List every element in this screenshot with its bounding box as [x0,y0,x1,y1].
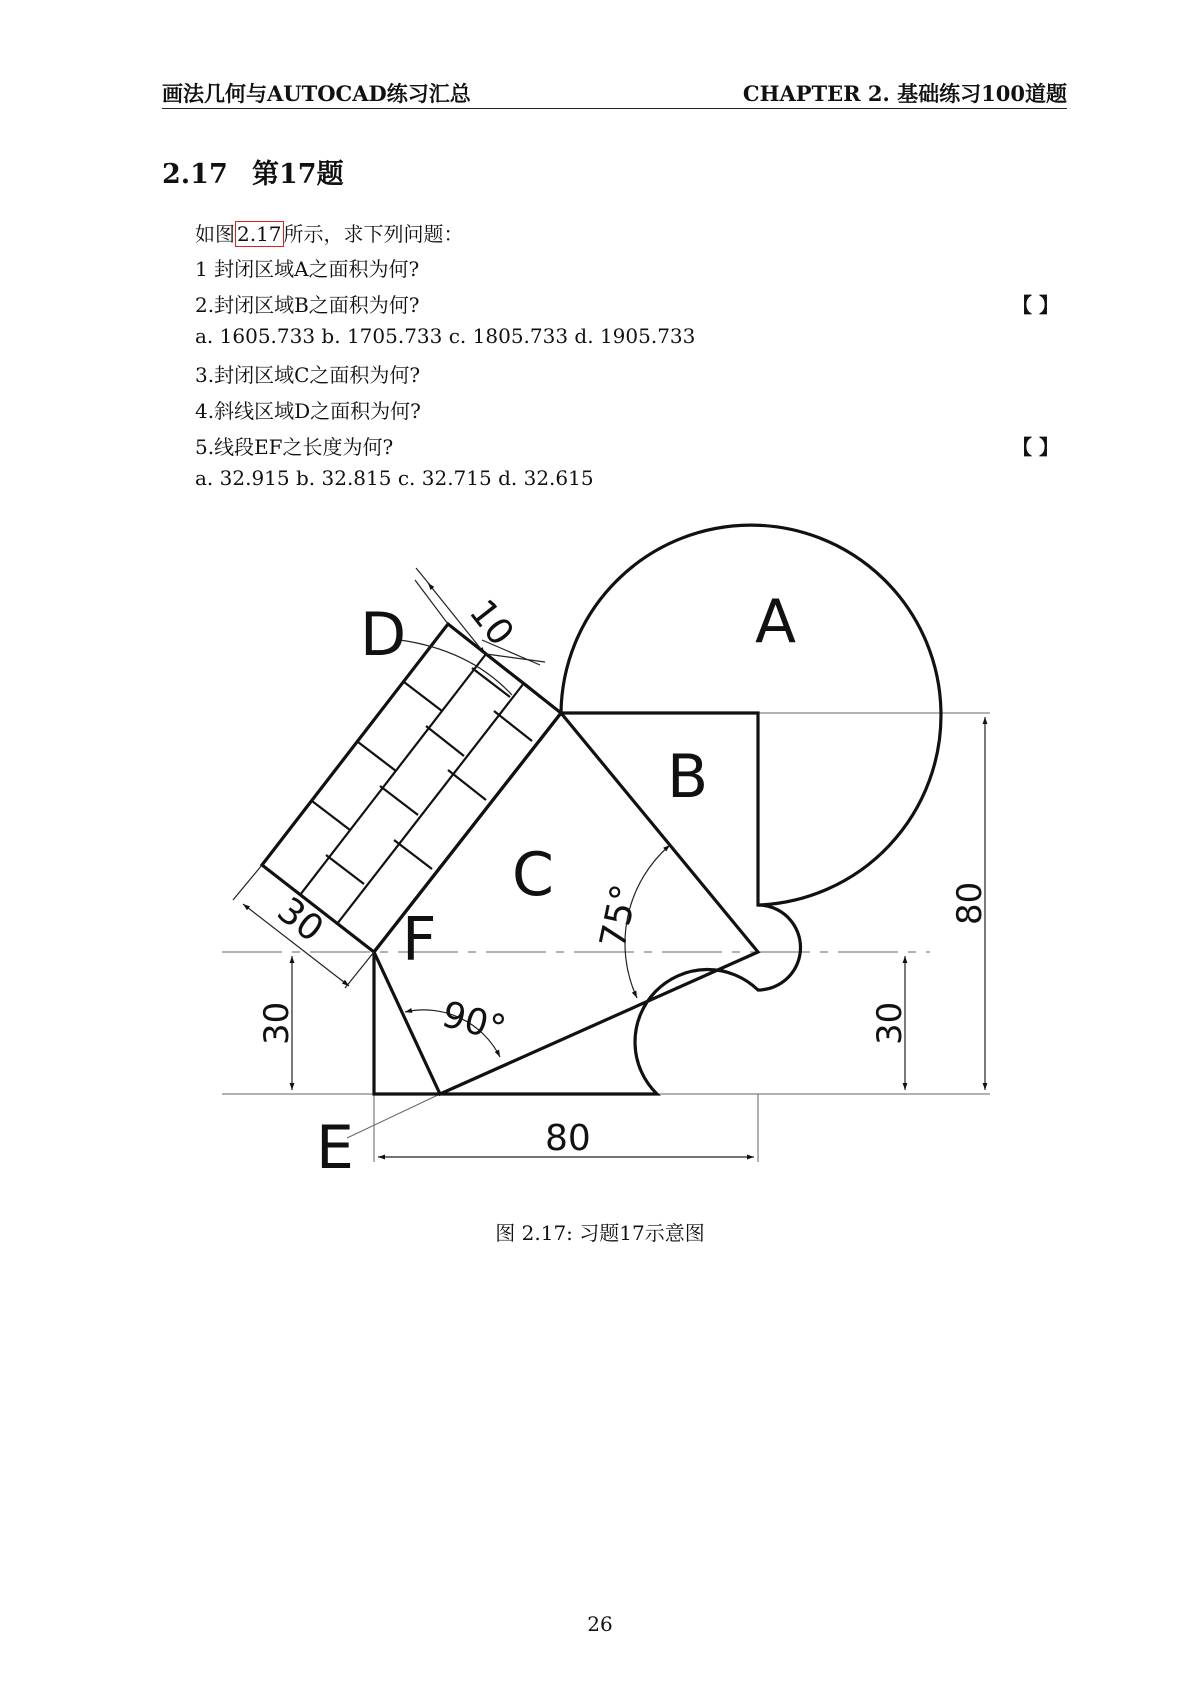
question-3: 3.封闭区域C之面积为何? [195,363,421,387]
section-title [162,152,344,191]
circle-A-arc [561,525,941,905]
dim-80-bottom: 80 [545,1118,591,1159]
angle-90: 90° [437,994,510,1051]
question-4: 4.斜线区域D之面积为何? [195,399,421,423]
section-name: 第17题 [252,159,344,190]
page-header [162,78,1067,109]
section-number: 2.17 [162,159,228,190]
question-2-options: a. 1605.733 b. 1705.733 c. 1805.733 d. 1905.733 [195,324,696,348]
dim-80-right: 80 [950,881,990,925]
question-intro [195,218,464,247]
label-E-leader [347,1094,440,1138]
label-D: D [360,600,407,670]
label-C: C [512,840,554,910]
region-D-rect [262,624,561,952]
dim-30-slant: 30 [269,889,331,951]
dim-30-right: 30 [870,1001,910,1045]
region-C-quad [374,713,758,1094]
figure-caption: 图 2.17: 习题17示意图 [495,1221,705,1245]
answer-bracket-q2: 【 】 [1012,293,1059,317]
dim-10: 10 [460,592,522,654]
angle-75: 75° [592,880,647,952]
dim-30-left: 30 [257,1001,297,1045]
question-2: 2.封闭区域B之面积为何? [195,293,420,317]
label-E: E [316,1113,354,1183]
question-5-options: a. 32.915 b. 32.815 c. 32.715 d. 32.615 [195,466,594,490]
main-outline [374,713,801,1094]
region-D-hatch [300,624,561,924]
label-B: B [667,742,709,812]
answer-bracket-q5: 【 】 [1012,435,1059,459]
question-1: 1 封闭区域A之面积为何? [195,257,420,281]
page-number: 26 [587,1612,613,1636]
header-chapter: CHAPTER 2. 基础练习100道题 [742,81,1067,106]
header-book-title: 画法几何与AUTOCAD练习汇总 [162,81,471,106]
label-F: F [402,905,437,975]
label-A: A [755,587,797,657]
intro-suffix: 所示，求下列问题： [283,222,464,246]
figure-reference-link[interactable]: 2.17 [237,222,282,246]
question-5: 5.线段EF之长度为何? [195,435,394,459]
intro-prefix: 如图 [195,222,235,246]
